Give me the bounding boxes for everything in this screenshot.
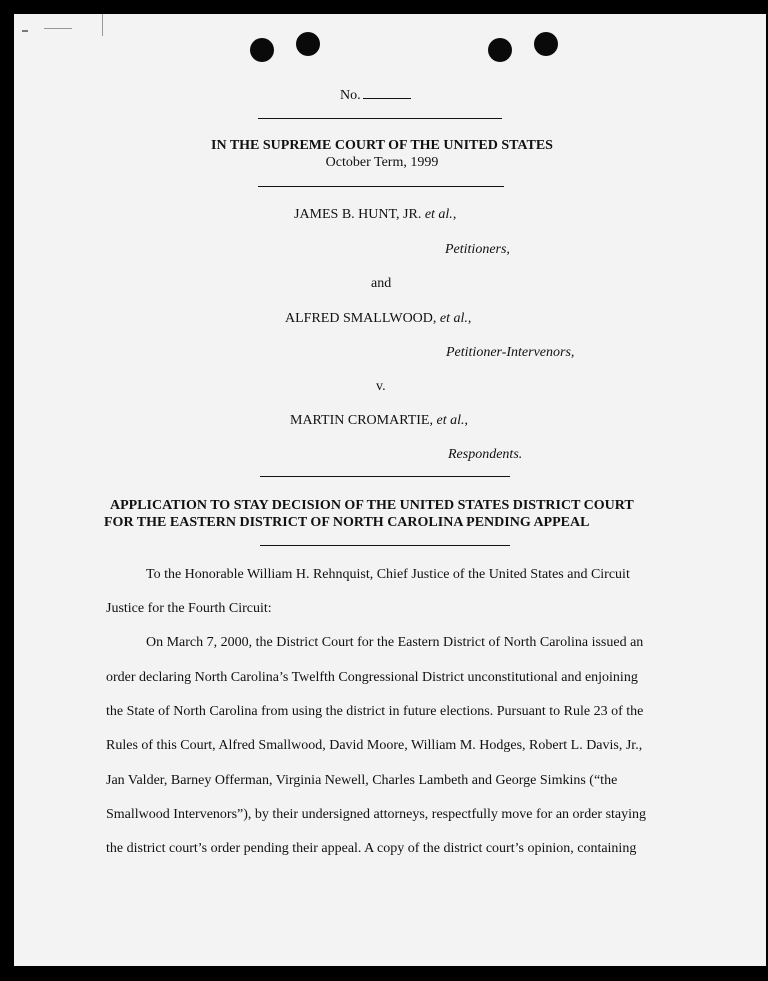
court-name: IN THE SUPREME COURT OF THE UNITED STATES — [211, 138, 553, 153]
respondent-name-text: MARTIN CROMARTIE, — [290, 413, 433, 428]
paragraph-line: On March 7, 2000, the District Court for the Eastern District of North Carolina issued an — [146, 635, 644, 650]
versus: v. — [376, 379, 386, 394]
divider-rule — [260, 476, 510, 477]
paragraph-line: Rules of this Court, Alfred Smallwood, David Moore, William M. Hodges, Robert L. Davis, Jr., — [106, 738, 643, 753]
paragraph-line: the State of North Carolina from using the district in future elections. Pursuant to Rule 23 of the — [106, 704, 644, 719]
petitioner-role: Petitioners, — [445, 242, 510, 257]
and-connector: and — [371, 276, 392, 291]
intervenor-name-text: ALFRED SMALLWOOD, — [285, 311, 437, 326]
paragraph-line: Jan Valder, Barney Offerman, Virginia Newell, Charles Lambeth and George Simkins (“the — [106, 773, 618, 788]
divider-rule — [258, 118, 502, 119]
intervenor-role: Petitioner-Intervenors, — [446, 345, 575, 360]
scan-mark — [44, 28, 72, 29]
respondent-etal: et al. — [436, 413, 465, 428]
intervenor-name: ALFRED SMALLWOOD, et al., — [285, 311, 472, 326]
court-term: October Term, 1999 — [325, 155, 439, 170]
paragraph-line: order declaring North Carolina’s Twelfth Congressional District unconstitutional and enjoining — [106, 670, 638, 685]
punch-hole-1 — [250, 38, 274, 62]
paragraph-line: Smallwood Intervenors”), by their undersigned attorneys, respectfully move for an order staying — [106, 807, 647, 822]
punch-hole-2 — [296, 32, 320, 56]
petitioner-name-text: JAMES B. HUNT, JR. — [294, 207, 422, 222]
respondent-role: Respondents. — [448, 447, 523, 462]
divider-rule — [258, 186, 504, 187]
docket-number-blank — [363, 97, 411, 99]
docket-number-label: No. — [340, 88, 361, 103]
punch-hole-4 — [534, 32, 558, 56]
respondent-name: MARTIN CROMARTIE, et al., — [290, 413, 468, 428]
salutation-line1: To the Honorable William H. Rehnquist, Chief Justice of the United States and Circuit — [146, 567, 630, 582]
docket-number — [340, 88, 411, 104]
divider-rule — [260, 545, 510, 546]
application-title-line1: APPLICATION TO STAY DECISION OF THE UNITED STATES DISTRICT COURT — [110, 498, 634, 513]
petitioner-etal: et al. — [424, 207, 453, 222]
punch-hole-3 — [488, 38, 512, 62]
document-page — [14, 14, 766, 966]
petitioner-name: JAMES B. HUNT, JR. et al., — [294, 207, 457, 222]
application-title-line2: FOR THE EASTERN DISTRICT OF NORTH CAROLINA PENDING APPEAL — [104, 515, 590, 530]
intervenor-etal: et al. — [439, 311, 468, 326]
salutation-line2: Justice for the Fourth Circuit: — [106, 601, 272, 616]
paragraph-line: the district court’s order pending their appeal. A copy of the district court’s opinion, containing — [106, 841, 637, 856]
scan-mark — [22, 30, 28, 32]
scan-mark — [102, 14, 103, 36]
